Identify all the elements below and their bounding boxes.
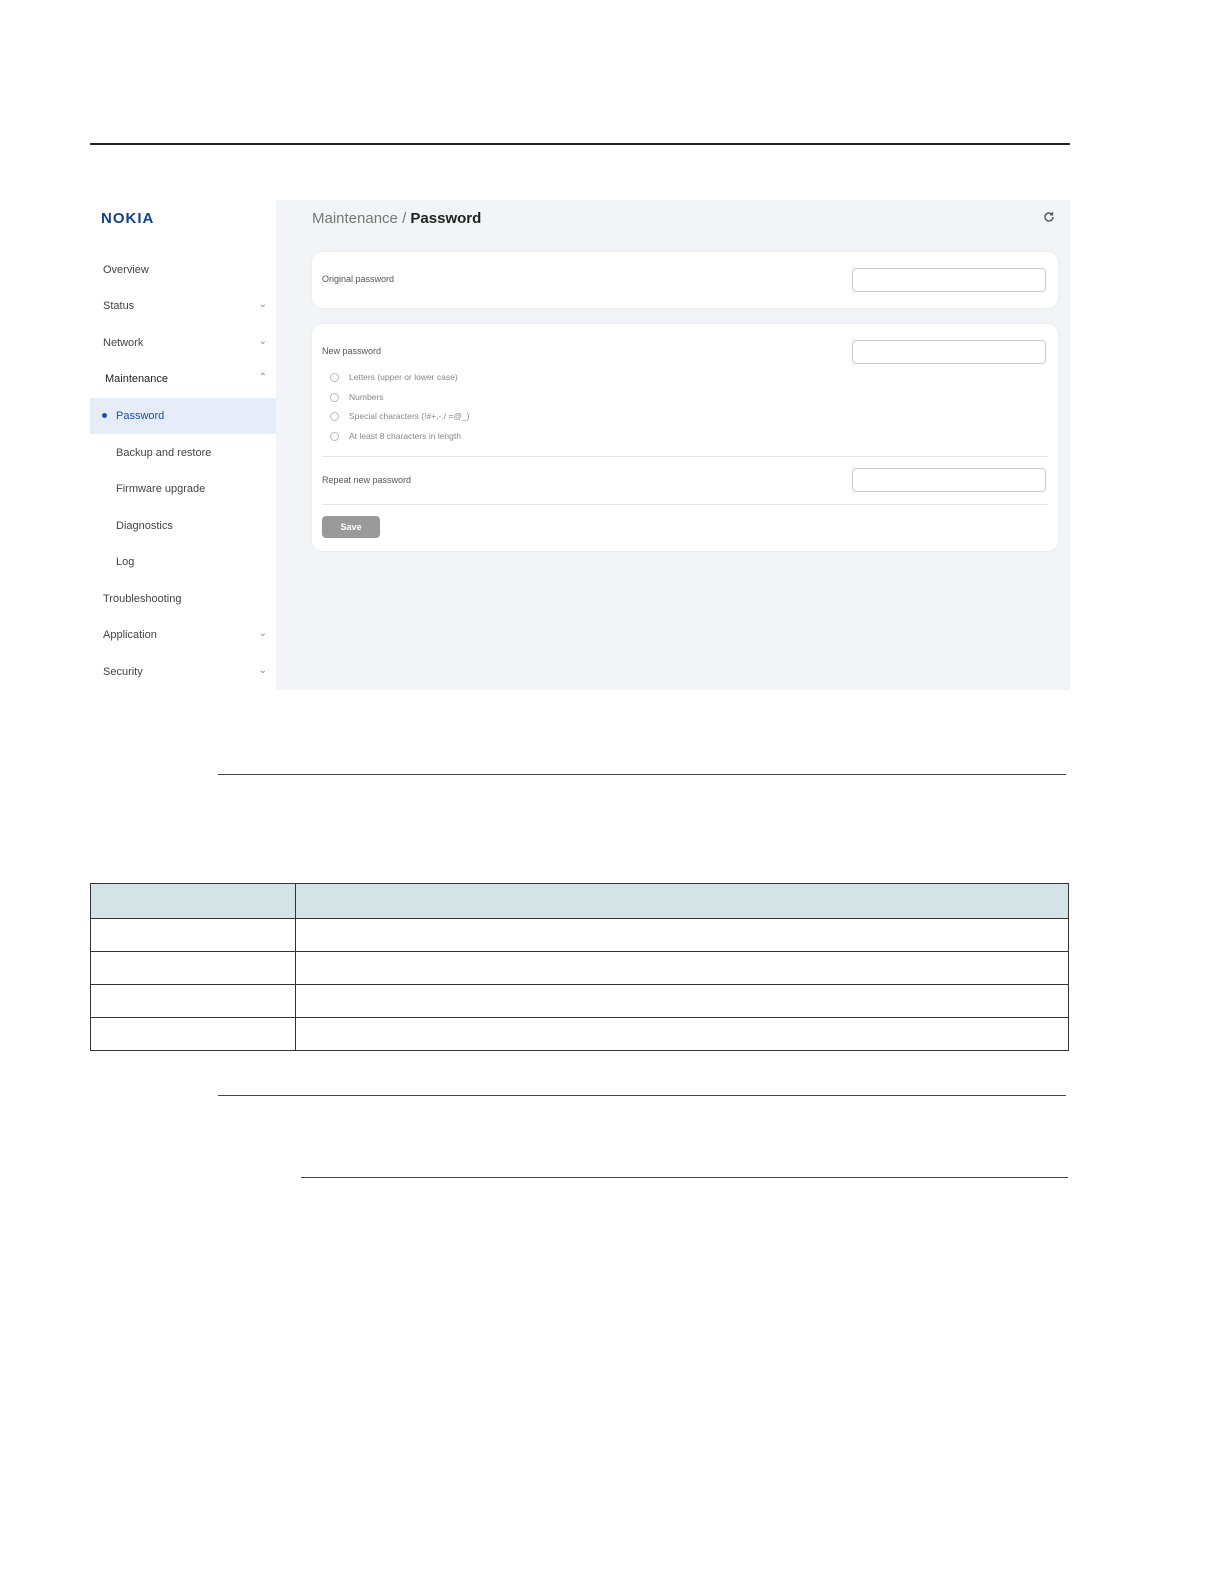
breadcrumb [312, 210, 481, 227]
sidebar-item-diagnostics[interactable] [90, 508, 276, 544]
save-button[interactable]: Save [322, 516, 380, 538]
requirement-special [330, 411, 470, 421]
chevron-down-icon: ⌄ [258, 299, 267, 310]
table-row [91, 952, 1069, 985]
new-password-input[interactable] [852, 340, 1046, 364]
table-row [91, 919, 1069, 952]
table-cell [91, 1018, 296, 1051]
requirement-text: At least 8 characters in length [349, 431, 461, 441]
repeat-password-input[interactable] [852, 468, 1046, 492]
requirement-check-icon [330, 412, 339, 421]
page-title: Password [410, 210, 482, 227]
sidebar-item-label: Troubleshooting [103, 593, 182, 605]
table-cell [296, 985, 1069, 1018]
divider [322, 456, 1048, 457]
table-cell [91, 952, 296, 985]
requirement-text: Numbers [349, 392, 384, 402]
table-header-row [91, 884, 1069, 919]
table-row [91, 985, 1069, 1018]
sidebar-item-label: Application [103, 629, 157, 641]
sidebar-item-security[interactable] [90, 654, 276, 690]
sidebar-item-label: Network [103, 337, 144, 349]
sidebar [90, 200, 276, 690]
sidebar-item-troubleshooting[interactable] [90, 581, 276, 617]
sidebar-item-label: Status [103, 300, 135, 312]
breadcrumb-parent[interactable]: Maintenance [312, 210, 398, 227]
new-password-label: New password [322, 346, 382, 356]
sidebar-item-maintenance[interactable] [90, 361, 276, 397]
sidebar-item-log[interactable] [90, 544, 276, 580]
sidebar-item-label: Overview [103, 264, 149, 276]
sidebar-item-network[interactable] [90, 325, 276, 361]
chevron-up-icon: ⌃ [258, 372, 267, 383]
table-header-cell [91, 884, 296, 919]
sidebar-item-label: Security [103, 666, 143, 678]
sidebar-item-application[interactable] [90, 617, 276, 653]
table-cell [296, 919, 1069, 952]
nokia-logo: NOKIA [101, 210, 155, 227]
active-dot-icon [102, 413, 107, 418]
requirement-letters [330, 372, 458, 382]
sidebar-item-password[interactable] [90, 398, 276, 434]
sidebar-item-firmware-upgrade[interactable] [90, 471, 276, 507]
router-ui-screenshot [90, 200, 1070, 690]
table-cell [91, 985, 296, 1018]
sidebar-item-label: Password [116, 410, 165, 422]
sidebar-item-label: Log [116, 556, 135, 568]
requirement-check-icon [330, 393, 339, 402]
table-cell [91, 919, 296, 952]
requirement-text: Special characters (!#+,-./ =@_) [349, 411, 470, 421]
table-cell [296, 952, 1069, 985]
sidebar-item-label: Maintenance [105, 373, 168, 385]
repeat-password-label: Repeat new password [322, 475, 412, 485]
chevron-down-icon: ⌄ [258, 336, 267, 347]
sidebar-item-label: Backup and restore [116, 447, 212, 459]
requirement-check-icon [330, 373, 339, 382]
table-row [91, 1018, 1069, 1051]
requirement-text: Letters (upper or lower case) [349, 372, 458, 382]
divider [322, 504, 1048, 505]
table-cell [296, 1018, 1069, 1051]
top-rule [90, 143, 1070, 145]
section-rule [301, 1177, 1068, 1178]
chevron-down-icon: ⌄ [258, 665, 267, 676]
original-password-card [312, 252, 1058, 308]
requirement-numbers [330, 392, 383, 402]
new-password-card [312, 324, 1058, 551]
sidebar-item-overview[interactable] [90, 252, 276, 288]
chevron-down-icon: ⌄ [258, 628, 267, 639]
requirement-check-icon [330, 432, 339, 441]
section-rule [218, 774, 1066, 775]
sidebar-item-backup-restore[interactable] [90, 435, 276, 471]
original-password-input[interactable] [852, 268, 1046, 292]
sidebar-item-label: Firmware upgrade [116, 483, 206, 495]
sidebar-item-status[interactable] [90, 288, 276, 324]
section-rule [218, 1095, 1066, 1096]
refresh-icon[interactable] [1042, 210, 1056, 227]
sidebar-item-label: Diagnostics [116, 520, 173, 532]
original-password-label: Original password [322, 274, 395, 284]
main-content [276, 200, 1070, 690]
breadcrumb-separator: / [397, 210, 411, 227]
requirement-length [330, 431, 461, 441]
document-table [90, 883, 1069, 1051]
table-header-cell [296, 884, 1069, 919]
